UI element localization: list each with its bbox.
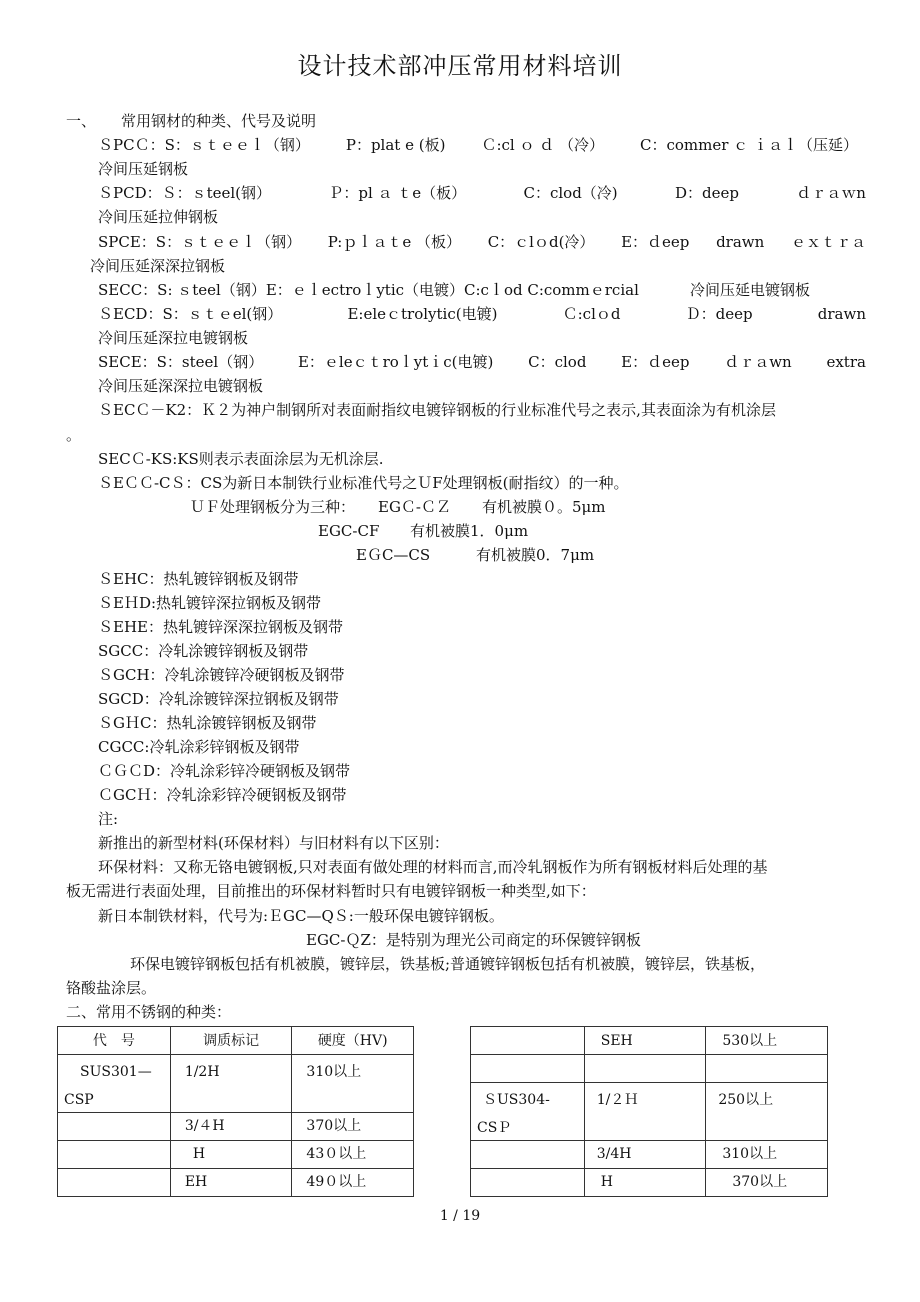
list-item: ＳEHE：热轧镀锌深深拉钢板及钢带 [98,618,343,636]
sece-part: E：ｅleｃｔroｌytｉc(电镀) [297,353,494,371]
page-title: 设计技术部冲压常用材料培训 [297,52,623,80]
page-number: 1 / 19 [439,1208,481,1224]
spcd-part: ｄｒａｗn [796,184,866,202]
temper-cell: SEH [584,1027,706,1055]
spcc-part: P：plat e (板) [345,136,446,154]
empty-cell [471,1169,585,1197]
list-item: ＳGＨC：热轧涂镀锌钢板及钢带 [98,714,317,732]
table-header: 代 号 [58,1027,171,1055]
hardness-cell: 310以上 [706,1141,828,1169]
spcd-part: Ｐ：pl ａ ｔe（板） [328,184,467,202]
secd-part: Ｄ：deep [685,305,753,323]
stainless-table-left [57,1026,414,1197]
sece-part: SECE：S：steel（钢） [98,353,264,371]
secd-definition [98,304,866,324]
empty-cell [471,1141,585,1169]
temper-cell: 1/２Ｈ [584,1083,706,1141]
nsc-material: 新日本制铁材料，代号为:ＥGC—QＳ:一般环保电镀锌钢板。 [98,907,504,925]
uf-code: EＧC—CS [356,546,431,564]
sece-part: C：clod [528,353,587,371]
grade-code-line: CSP [64,1092,94,1108]
secd-part: drawn [817,305,866,323]
list-item: SGCD：冷轧涂镀锌深拉钢板及钢带 [98,690,339,708]
egc-qz-material: EGC-ＱZ：是特别为理光公司商定的环保镀锌钢板 [306,931,641,949]
spcd-part: D：deep [674,184,739,202]
list-item: CGCC:冷轧涂彩锌钢板及钢带 [98,738,300,756]
list-item: ＳEＨD:热轧镀锌深拉钢板及钢带 [98,594,322,612]
temper-cell: H [170,1141,292,1169]
section-1-heading: 常用钢材的种类、代号及说明 [121,112,317,130]
secd-part: E:eleｃtrolytic(电镀) [347,305,498,323]
hardness-cell: 370以上 [706,1169,828,1197]
sece-description: 冷间压延深深拉电镀钢板 [98,377,264,395]
empty-cell [58,1169,171,1197]
uf-code: EGC-CF [318,522,380,540]
temper-cell: 1/2H [170,1055,292,1113]
secc-k2-note: ＳECＣ－K2：Ｋ２为神户制钢所对表面耐指纹电镀锌钢板的行业标准代号之表示,其表面涂为有机涂层 [98,401,776,419]
empty-cell [58,1113,171,1141]
secc-description: 冷间压延电镀钢板 [690,281,811,299]
empty-cell [706,1055,828,1083]
spcd-part: C：clod（冷) [523,184,618,202]
list-item: ＣＧＣD：冷轧涂彩锌冷硬钢板及钢带 [98,762,351,780]
spce-part: P:ｐｌａｔe （板） [327,233,462,251]
secd-part: ＳECD：S：ｓｔｅel(钢） [98,305,283,323]
spce-part: SPCE：S：ｓｔｅｅｌ（钢） [98,233,302,251]
table-header: 硬度（HV) [292,1027,414,1055]
secc-ks-note: SECＣ-KS:KS则表示表面涂层为无机涂层. [98,450,384,468]
secd-part: Ｃ:clｏd [562,305,621,323]
uf-film: 有机被膜0．7μm [476,546,595,564]
uf-label: ＵＦ处理钢板分为三种： [190,498,356,516]
secc-k2-note-tail: 。 [66,426,82,444]
spce-part: C：ｃlｏd(冷） [487,233,595,251]
spcc-description: 冷间压延钢板 [98,160,189,178]
list-item: ＣGCＨ：冷轧涂彩锌冷硬钢板及钢带 [98,786,347,804]
hardness-cell: 530以上 [706,1027,828,1055]
uf-code: EGＣ-ＣＺ [378,498,452,516]
hardness-cell: 310以上 [292,1055,414,1113]
comparison-line-2: 铬酸盐涂层。 [66,979,157,997]
table-header: 调质标记 [170,1027,292,1055]
hardness-cell: 250以上 [706,1083,828,1141]
spcc-part: ＳPCＣ：S：ｓｔｅｅｌ（钢） [98,136,310,154]
eco-material-line-1: 环保材料：又称无铬电镀钢板,只对表面有做处理的材料而言,而冷轧钢板作为所有钢板材料后处理的基 [98,858,768,876]
spcd-definition [98,183,866,203]
hardness-cell: 370以上 [292,1113,414,1141]
section-2-heading: 二、常用不锈钢的种类： [66,1003,232,1021]
eco-material-line-2: 板无需进行表面处理，目前推出的环保材料暂时只有电镀锌钢板一种类型,如下： [66,882,596,900]
comparison-line-1: 环保电镀锌钢板包括有机被膜，镀锌层，铁基板;普通镀锌钢板包括有机被膜，镀锌层，铁基板， [130,955,766,973]
temper-cell: H [584,1169,706,1197]
sece-definition [98,352,866,372]
section-1-number: 一、 [66,112,97,130]
secd-description: 冷间压延深拉电镀钢板 [98,329,249,347]
grade-code-line: SUS301— [80,1064,152,1080]
note-label: 注: [98,810,119,828]
empty-cell [584,1055,706,1083]
spce-description: 冷间压延深深拉钢板 [90,257,226,275]
spcd-part: ＳPCD：Ｓ：ｓteel(钢） [98,184,272,202]
spcc-part: C：commer ｃ ｉａｌ（压延） [640,136,858,154]
temper-cell: 3/4H [584,1141,706,1169]
spcc-part: Ｃ:cl ｏ ｄ （冷） [481,136,605,154]
list-item: SGCC：冷轧涂镀锌钢板及钢带 [98,642,309,660]
uf-film: 有机被膜０。5μm [482,498,606,516]
temper-cell: 3/４H [170,1113,292,1141]
spce-part: ｅｘｔｒａ [790,233,866,251]
sece-part: ｄｒａwn [724,353,792,371]
stainless-table-right [470,1026,828,1197]
empty-cell [471,1027,585,1055]
spce-part: drawn [716,233,765,251]
grade-code-line: CSＰ [477,1120,512,1136]
spcd-description: 冷间压延拉伸钢板 [98,208,219,226]
temper-cell: EH [170,1169,292,1197]
empty-cell [471,1055,585,1083]
sece-part: E：ｄeep [621,353,690,371]
hardness-cell: 49０以上 [292,1169,414,1197]
secc-definition: SECC：S: ｓteel（钢）E：ｅｌectroｌytic（电镀）C:cｌod C:commｅrcial [98,281,639,299]
spce-part: E：ｄeep [621,233,690,251]
note-intro: 新推出的新型材料(环保材料）与旧材料有以下区别： [98,834,449,852]
list-item: ＳEHC：热轧镀锌钢板及钢带 [98,570,299,588]
spcc-definition [98,135,858,155]
secc-cs-note: ＳEＣＣ-CＳ：CS为新日本制铁行业标准代号之ＵF处理钢板(耐指纹）的一种。 [98,474,629,492]
grade-code-cell [471,1083,585,1141]
empty-cell [58,1141,171,1169]
grade-code-cell [58,1055,171,1113]
sece-part: extra [826,353,866,371]
uf-film: 有机被膜1．0μm [410,522,529,540]
list-item: ＳGCH：冷轧涂镀锌冷硬钢板及钢带 [98,666,345,684]
spce-definition [98,232,866,252]
hardness-cell: 43０以上 [292,1141,414,1169]
grade-code-line: ＳUS304- [483,1092,550,1108]
